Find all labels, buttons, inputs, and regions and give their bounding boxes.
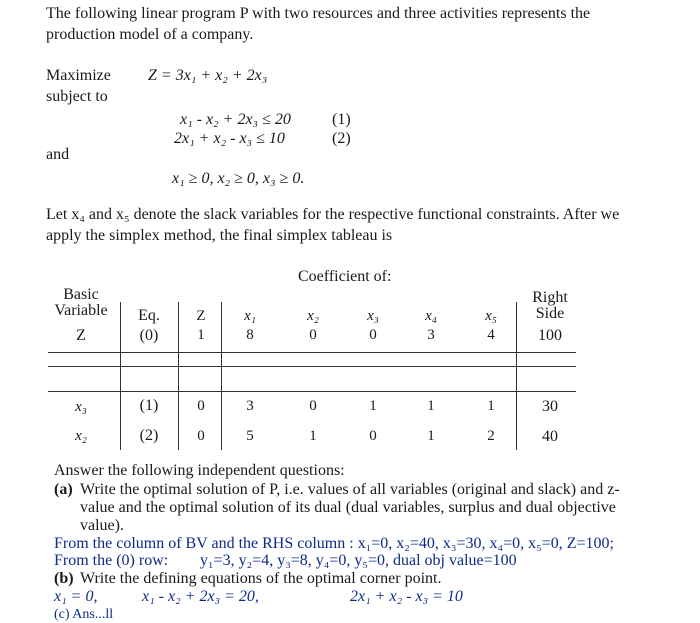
- cut-off-text: (c) Ans...ll: [54, 607, 114, 622]
- row-2-val: 1: [427, 428, 435, 444]
- row-1-val: 0: [309, 398, 317, 414]
- row-2-val: 2: [487, 428, 495, 444]
- row-2-val: 0: [369, 428, 377, 444]
- answer-b-eq-2: x₁ - x₂ + 2x₃ = 20,: [142, 588, 259, 605]
- row-1-val: 1: [487, 398, 495, 414]
- question-a-line-1: Write the optimal solution of P, i.e. values of all variables (original and slack) and z-: [80, 481, 620, 498]
- table-rule: [48, 391, 576, 392]
- row-1-bv: x₃: [75, 399, 87, 415]
- row-1-val: 3: [246, 398, 254, 414]
- row-1-val: 0: [197, 398, 205, 414]
- nonnegativity: x₁ ≥ 0, x₂ ≥ 0, x₃ ≥ 0.: [172, 170, 305, 187]
- row-2-val: 0: [197, 428, 205, 444]
- constraint-2-tag: (2): [332, 130, 351, 147]
- answer-a-line-1: From the column of BV and the RHS column : x₁=0, x₂=40, x₃=30, x₄=0, x₅=0, Z=100;: [54, 535, 614, 552]
- question-a-label: (a): [54, 481, 73, 498]
- right-side-header: Right Side: [532, 289, 568, 322]
- table-rule: [48, 366, 576, 367]
- answer-a-line-2-lead: From the (0) row:: [54, 552, 169, 569]
- table-divider: [516, 302, 517, 450]
- question-a-line-3: value).: [80, 517, 124, 534]
- col-header-x5: x₅: [485, 308, 497, 324]
- answer-b-eq-3: 2x₁ + x₂ - x₃ = 10: [350, 588, 463, 605]
- answer-b-eq-1: x₁ = 0,: [54, 588, 98, 605]
- table-divider: [178, 302, 179, 450]
- row-z-val: 0: [309, 327, 317, 343]
- question-b-text: Write the defining equations of the optimal corner point.: [80, 570, 442, 587]
- coefficient-title: Coefficient of:: [298, 268, 392, 285]
- objective-function: Z = 3x₁ + x₂ + 2x₃: [148, 67, 268, 84]
- col-header-z: Z: [196, 308, 206, 324]
- row-z-val: 3: [427, 327, 435, 343]
- table-divider: [221, 302, 222, 450]
- row-1-val: 1: [427, 398, 435, 414]
- constraint-2: 2x₁ + x₂ - x₃ ≤ 10: [174, 130, 285, 147]
- row-z-bv: Z: [76, 327, 86, 344]
- row-1-eq: (1): [139, 397, 159, 414]
- row-z-eq: (0): [139, 327, 159, 344]
- constraint-1: x₁ - x₂ + 2x₃ ≤ 20: [180, 111, 291, 128]
- slack-line-2: apply the simplex method, the final simplex tableau is: [46, 227, 393, 244]
- row-z-val: 1: [197, 327, 205, 343]
- row-2-bv: x₂: [75, 428, 87, 444]
- row-1-val: 1: [369, 398, 377, 414]
- and-label: and: [46, 146, 70, 163]
- constraint-1-tag: (1): [332, 111, 351, 128]
- row-2-rhs: 40: [542, 428, 558, 445]
- intro-line-2: production model of a company.: [46, 26, 254, 43]
- maximize-label: Maximize: [46, 67, 111, 84]
- row-2-eq: (2): [139, 427, 159, 444]
- row-z-rhs: 100: [538, 327, 562, 344]
- col-header-x4: x₄: [425, 308, 437, 324]
- col-header-x1: x₁: [244, 308, 256, 324]
- subject-to-label: subject to: [46, 88, 108, 105]
- row-z-val: 8: [246, 327, 254, 343]
- questions-intro: Answer the following independent questions:: [54, 462, 345, 479]
- row-2-val: 5: [246, 428, 254, 444]
- col-header-x3: x₃: [367, 308, 379, 324]
- eq-header: Eq.: [138, 307, 160, 324]
- row-1-rhs: 30: [542, 398, 558, 415]
- question-a-line-2: value and the optimal solution of its dual (dual variables, surplus and dual objective: [80, 499, 616, 516]
- answer-a-line-2: y₁=3, y₂=4, y₃=8, y₄=0, y₅=0, dual obj value=100: [200, 552, 517, 569]
- row-z-val: 4: [487, 327, 495, 343]
- slack-line-1: Let x₄ and x₅ denote the slack variables for the respective functional constraints. After we: [46, 206, 620, 223]
- table-divider: [120, 302, 121, 450]
- table-rule: [48, 352, 576, 353]
- question-b-label: (b): [54, 570, 74, 587]
- row-2-val: 1: [309, 428, 317, 444]
- col-header-x2: x₂: [307, 308, 319, 324]
- row-z-val: 0: [369, 327, 377, 343]
- basic-variable-header: Basic Variable: [54, 286, 108, 319]
- intro-line-1: The following linear program P with two resources and three activities represents the: [46, 5, 591, 22]
